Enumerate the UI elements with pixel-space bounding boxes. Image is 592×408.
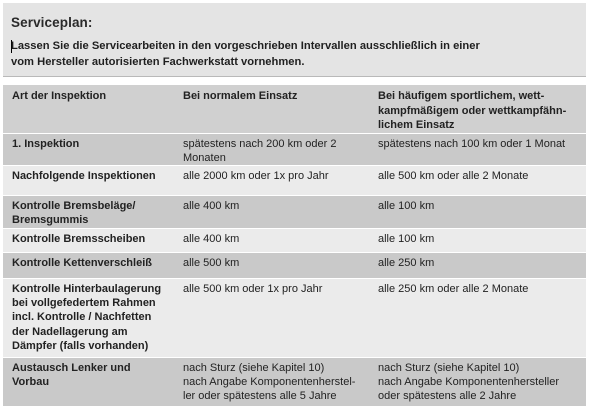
cell-line: Kontrolle Hinterbaulagerung [12, 283, 162, 295]
cell-line: nach Angabe Komponentenherstel- [183, 376, 356, 389]
cell-line: Monaten [183, 152, 226, 165]
normal-use-cell [183, 137, 373, 165]
cell-line: incl. Kontrolle / Nachfetten [12, 311, 152, 324]
normal-use-cell [183, 199, 373, 213]
normal-use-cell [183, 282, 373, 296]
inspection-type-cell [12, 199, 174, 227]
cell-line: alle 250 km oder alle 2 Monate [378, 283, 529, 295]
cell-line: Kontrolle Bremsbeläge/ [12, 200, 136, 212]
sport-use-cell [378, 282, 583, 296]
table-row [3, 229, 586, 252]
cell-line: Nachfolgende Inspektionen [12, 170, 156, 182]
inspection-type-cell [12, 282, 174, 353]
table-header [3, 85, 586, 133]
sport-use-cell [378, 232, 583, 246]
cell-line: alle 2000 km oder 1x pro Jahr [183, 170, 329, 182]
cell-line: alle 250 km [378, 257, 435, 269]
inspection-type-cell [12, 232, 174, 246]
cell-line: bei vollgefedertem Rahmen [12, 297, 156, 310]
table-row [3, 253, 586, 278]
header-sport-use-line: lichem Einsatz [378, 119, 455, 132]
cell-line: Dämpfer (falls vorhanden) [12, 339, 149, 352]
header-inspection-type: Art der Inspektion [12, 90, 107, 102]
sport-use-cell [378, 169, 583, 183]
cell-line: der Nadellagerung am [12, 325, 128, 338]
service-notice-box [3, 3, 586, 77]
table-row [3, 279, 586, 357]
cell-line: spätestens nach 200 km oder 2 [183, 138, 337, 150]
cell-line: Kontrolle Kettenverschleiß [12, 257, 152, 269]
cell-line: nach Sturz (siehe Kapitel 10) [378, 362, 520, 374]
notice-text-line: Lassen Sie die Servicearbeiten in den vorgeschrieben Intervallen ausschließlich in einer [11, 40, 480, 52]
header-normal-use: Bei normalem Einsatz [183, 90, 298, 102]
cell-line: alle 500 km [183, 257, 240, 269]
normal-use-cell [183, 169, 373, 183]
cell-line: alle 100 km [378, 233, 435, 245]
table-row [3, 166, 586, 195]
table-row [3, 196, 586, 228]
normal-use-cell [183, 232, 373, 246]
sport-use-cell [378, 199, 583, 213]
normal-use-cell [183, 256, 373, 270]
sport-use-cell [378, 137, 583, 151]
notice-text [11, 39, 571, 70]
cell-line: nach Sturz (siehe Kapitel 10) [183, 362, 325, 374]
inspection-type-cell [12, 137, 174, 151]
cell-line: 1. Inspektion [12, 138, 80, 150]
cell-line: spätestens nach 100 km oder 1 Monat [378, 138, 566, 150]
inspection-type-cell [12, 361, 174, 389]
inspection-type-cell [12, 169, 174, 183]
sport-use-cell [378, 256, 583, 270]
cell-line: Vorbau [12, 376, 50, 389]
header-sport-use [378, 89, 566, 133]
cell-line: Bremsgummis [12, 214, 89, 227]
table-row [3, 358, 586, 406]
cell-line: alle 500 km oder 1x pro Jahr [183, 283, 323, 295]
header-sport-use-line: kampfmäßigem oder wettkampfähn- [378, 104, 567, 117]
cell-line: alle 400 km [183, 200, 240, 212]
cell-line: oder spätestens alle 2 Jahre [378, 390, 517, 403]
cell-line: Austausch Lenker und [12, 362, 131, 374]
cell-line: nach Angabe Komponentenhersteller [378, 376, 560, 389]
header-sport-use-line: Bei häufigem sportlichem, wett- [378, 90, 545, 102]
cell-line: alle 100 km [378, 200, 435, 212]
cell-line: ler oder spätestens alle 5 Jahre [183, 390, 337, 403]
cell-line: Kontrolle Bremsscheiben [12, 233, 146, 245]
cell-line: alle 500 km oder alle 2 Monate [378, 170, 529, 182]
table-row [3, 134, 586, 165]
inspection-type-cell [12, 256, 174, 270]
notice-text-line: vom Hersteller autorisierten Fachwerkstatt vornehmen. [11, 55, 305, 68]
notice-title: Serviceplan: [11, 15, 93, 30]
cell-line: alle 400 km [183, 233, 240, 245]
sport-use-cell [378, 361, 583, 404]
normal-use-cell [183, 361, 373, 404]
